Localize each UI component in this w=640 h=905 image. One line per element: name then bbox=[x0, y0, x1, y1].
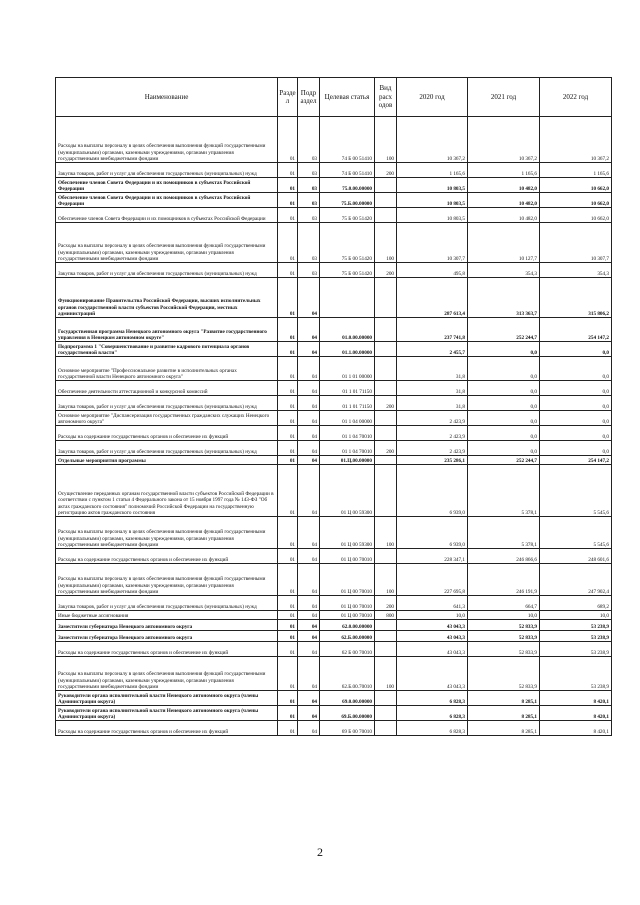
row-razdel: 01 bbox=[278, 396, 298, 411]
row-2022: 8 420,1 bbox=[540, 691, 612, 706]
table-row bbox=[56, 631, 612, 642]
row-vid bbox=[375, 342, 397, 357]
row-2022: 10 367,2 bbox=[540, 117, 612, 163]
row-vid: 100 bbox=[375, 117, 397, 163]
table-row bbox=[56, 263, 612, 278]
table-row bbox=[56, 596, 612, 611]
row-2022: 315 806,2 bbox=[540, 278, 612, 318]
header-razdel: Разде л bbox=[278, 78, 298, 117]
row-name: Расходы на выплаты персоналу в целях обеспечения выполнения функций государственными (муниципальными) органами, казенными учреждениями, органами управления государственными внебюджетными фондами bbox=[56, 517, 278, 549]
row-2021: 0,0 bbox=[468, 441, 540, 456]
table-row bbox=[56, 465, 612, 517]
row-2021: 0,0 bbox=[468, 357, 540, 381]
row-2022: 254 147,2 bbox=[540, 318, 612, 342]
row-2022: 53 238,9 bbox=[540, 631, 612, 642]
table-row bbox=[56, 426, 612, 441]
row-statya: 01 Ц 00 59300 bbox=[320, 517, 375, 549]
row-razdel: 01 bbox=[278, 657, 298, 691]
row-razdel: 01 bbox=[278, 465, 298, 517]
row-statya: 01 1 01 71150 bbox=[320, 381, 375, 396]
table-row bbox=[56, 178, 612, 193]
row-2020: 2 423,9 bbox=[397, 411, 468, 426]
row-2020: 6 939,0 bbox=[397, 517, 468, 549]
table-row bbox=[56, 357, 612, 381]
row-name: Закупка товаров, работ и услуг для обеспечения государственных (муниципальных) нужд bbox=[56, 441, 278, 456]
row-2020: 6 939,0 bbox=[397, 465, 468, 517]
row-statya: 01 1 04 00000 bbox=[320, 411, 375, 426]
row-statya: 01 1 01 00000 bbox=[320, 357, 375, 381]
table-row bbox=[56, 517, 612, 549]
row-2021: 0,0 bbox=[468, 426, 540, 441]
row-2022: 8 420,1 bbox=[540, 706, 612, 721]
row-2022: 53 238,9 bbox=[540, 642, 612, 657]
row-podrazdel: 04 bbox=[298, 318, 320, 342]
row-2022: 0,0 bbox=[540, 411, 612, 426]
row-podrazdel: 04 bbox=[298, 342, 320, 357]
row-2021: 8 285,1 bbox=[468, 706, 540, 721]
row-statya: 75 Б 00 51420 bbox=[320, 223, 375, 263]
header-2021: 2021 год bbox=[468, 78, 540, 117]
row-razdel: 01 bbox=[278, 411, 298, 426]
row-2021: 354,3 bbox=[468, 263, 540, 278]
row-2020: 10 803,5 bbox=[397, 208, 468, 223]
row-name: Основное мероприятие "Диспансеризация государственных гражданских служащих Ненецкого автономного округа" bbox=[56, 411, 278, 426]
row-podrazdel: 03 bbox=[298, 223, 320, 263]
row-vid: 100 bbox=[375, 564, 397, 596]
row-statya: 69 Б 00 70010 bbox=[320, 721, 375, 736]
row-podrazdel: 04 bbox=[298, 517, 320, 549]
row-vid bbox=[375, 193, 397, 208]
row-2021: 10 482,0 bbox=[468, 193, 540, 208]
row-2022: 5 545,6 bbox=[540, 517, 612, 549]
table-row bbox=[56, 549, 612, 564]
row-vid bbox=[375, 620, 397, 631]
row-statya: 62.Б.00.00000 bbox=[320, 631, 375, 642]
row-statya: 01 1 04 70010 bbox=[320, 441, 375, 456]
row-name: Обеспечение членов Совета Федерации и их помощников в субъектах Российской Федерации bbox=[56, 193, 278, 208]
table-row bbox=[56, 441, 612, 456]
row-podrazdel: 04 bbox=[298, 691, 320, 706]
row-razdel: 01 bbox=[278, 278, 298, 318]
row-statya: 01 Ц 00 70010 bbox=[320, 611, 375, 620]
row-2021: 0,0 bbox=[468, 396, 540, 411]
row-name: Подпрограмма 1 "Совершенствование и развитие кадрового потенциала органов государственной власти" bbox=[56, 342, 278, 357]
row-2021: 246 866,6 bbox=[468, 549, 540, 564]
row-2021: 52 833,9 bbox=[468, 657, 540, 691]
row-2020: 6 828,3 bbox=[397, 706, 468, 721]
row-podrazdel: 03 bbox=[298, 208, 320, 223]
table-row bbox=[56, 657, 612, 691]
table-row bbox=[56, 611, 612, 620]
row-2020: 2 455,7 bbox=[397, 342, 468, 357]
row-2022: 10 662,0 bbox=[540, 208, 612, 223]
row-name: Заместители губернатора Ненецкого автономного округа bbox=[56, 620, 278, 631]
row-2020: 10,0 bbox=[397, 611, 468, 620]
row-podrazdel: 03 bbox=[298, 263, 320, 278]
row-razdel: 01 bbox=[278, 342, 298, 357]
table-row bbox=[56, 396, 612, 411]
row-2021: 10 127,7 bbox=[468, 223, 540, 263]
row-statya: 01 1 01 71150 bbox=[320, 396, 375, 411]
row-statya: 75.0.00.00000 bbox=[320, 178, 375, 193]
row-name: Государственная программа Ненецкого автономного округа "Развитие государственного управления в Ненецком автономном округе" bbox=[56, 318, 278, 342]
row-razdel: 01 bbox=[278, 456, 298, 465]
header-vid: Вид расх одов bbox=[375, 78, 397, 117]
row-podrazdel: 04 bbox=[298, 620, 320, 631]
row-2021: 5 378,1 bbox=[468, 517, 540, 549]
row-razdel: 01 bbox=[278, 549, 298, 564]
row-2022: 0,0 bbox=[540, 441, 612, 456]
row-2022: 254 147,2 bbox=[540, 456, 612, 465]
header-podrazdel: Подр аздел bbox=[298, 78, 320, 117]
row-2021: 10 367,2 bbox=[468, 117, 540, 163]
row-2021: 52 833,9 bbox=[468, 642, 540, 657]
row-vid: 200 bbox=[375, 263, 397, 278]
row-vid: 100 bbox=[375, 657, 397, 691]
row-statya: 74 Б 00 51410 bbox=[320, 163, 375, 178]
row-2022: 0,0 bbox=[540, 426, 612, 441]
row-statya: 01.Ц.00.00000 bbox=[320, 456, 375, 465]
row-2021: 10 482,0 bbox=[468, 208, 540, 223]
row-name: Руководители органа исполнительной власти Ненецкого автономного округа (члены Администрации округа) bbox=[56, 691, 278, 706]
row-razdel: 01 bbox=[278, 596, 298, 611]
row-name: Руководители органа исполнительной власти Ненецкого автономного округа (члены Администрации округа) bbox=[56, 706, 278, 721]
row-2021: 313 363,7 bbox=[468, 278, 540, 318]
row-podrazdel: 03 bbox=[298, 163, 320, 178]
row-razdel: 01 bbox=[278, 208, 298, 223]
row-2021: 8 285,1 bbox=[468, 691, 540, 706]
row-podrazdel: 04 bbox=[298, 721, 320, 736]
row-statya: 69.0.00.00000 bbox=[320, 691, 375, 706]
row-vid bbox=[375, 549, 397, 564]
row-name: Расходы на выплаты персоналу в целях обеспечения выполнения функций государственными (муниципальными) органами, казенными учреждениями, органами управления государственными внебюджетными фондами bbox=[56, 657, 278, 691]
table-row bbox=[56, 706, 612, 721]
row-name: Закупка товаров, работ и услуг для обеспечения государственных (муниципальных) нужд bbox=[56, 263, 278, 278]
row-podrazdel: 04 bbox=[298, 456, 320, 465]
row-podrazdel: 04 bbox=[298, 596, 320, 611]
row-2022: 248 601,6 bbox=[540, 549, 612, 564]
row-statya: 62.0.00.00000 bbox=[320, 620, 375, 631]
table-row bbox=[56, 318, 612, 342]
row-podrazdel: 04 bbox=[298, 657, 320, 691]
row-2022: 1 165,6 bbox=[540, 163, 612, 178]
row-razdel: 01 bbox=[278, 163, 298, 178]
row-2020: 6 828,3 bbox=[397, 691, 468, 706]
row-name: Отдельные мероприятия программы bbox=[56, 456, 278, 465]
table-header-row bbox=[56, 78, 612, 117]
row-razdel: 01 bbox=[278, 706, 298, 721]
row-podrazdel: 04 bbox=[298, 549, 320, 564]
row-name: Расходы на содержание государственных органов и обеспечение их функций bbox=[56, 426, 278, 441]
row-2022: 8 420,1 bbox=[540, 721, 612, 736]
row-vid bbox=[375, 642, 397, 657]
header-statya: Целевая статья bbox=[320, 78, 375, 117]
row-2021: 0,0 bbox=[468, 411, 540, 426]
row-statya bbox=[320, 278, 375, 318]
row-2022: 10,0 bbox=[540, 611, 612, 620]
row-podrazdel: 04 bbox=[298, 357, 320, 381]
row-2022: 53 238,9 bbox=[540, 657, 612, 691]
row-2021: 252 244,7 bbox=[468, 456, 540, 465]
row-vid bbox=[375, 178, 397, 193]
row-razdel: 01 bbox=[278, 193, 298, 208]
row-statya: 74 Б 00 51410 bbox=[320, 117, 375, 163]
row-name: Закупка товаров, работ и услуг для обеспечения государственных (муниципальных) нужд bbox=[56, 596, 278, 611]
row-2021: 52 833,9 bbox=[468, 631, 540, 642]
row-2020: 287 613,4 bbox=[397, 278, 468, 318]
table-row bbox=[56, 411, 612, 426]
row-razdel: 01 bbox=[278, 631, 298, 642]
row-name: Основное мероприятие "Профессиональное развитие в исполнительных органах государственной власти Ненецкого автономного округа" bbox=[56, 357, 278, 381]
table-row bbox=[56, 193, 612, 208]
row-2021: 252 244,7 bbox=[468, 318, 540, 342]
row-razdel: 01 bbox=[278, 564, 298, 596]
row-name: Закупка товаров, работ и услуг для обеспечения государственных (муниципальных) нужд bbox=[56, 163, 278, 178]
row-podrazdel: 04 bbox=[298, 642, 320, 657]
row-2020: 228 347,1 bbox=[397, 549, 468, 564]
row-statya: 01 Ц 00 70010 bbox=[320, 596, 375, 611]
row-podrazdel: 03 bbox=[298, 193, 320, 208]
header-name: Наименование bbox=[56, 78, 278, 117]
row-statya: 62 Б 00 70010 bbox=[320, 642, 375, 657]
row-2022: 247 902,4 bbox=[540, 564, 612, 596]
table-row bbox=[56, 564, 612, 596]
row-razdel: 01 bbox=[278, 611, 298, 620]
row-podrazdel: 04 bbox=[298, 441, 320, 456]
row-razdel: 01 bbox=[278, 318, 298, 342]
row-razdel: 01 bbox=[278, 357, 298, 381]
row-name: Обеспечение деятельности аттестационной и конкурсной комиссий bbox=[56, 381, 278, 396]
row-podrazdel: 04 bbox=[298, 706, 320, 721]
budget-table bbox=[55, 77, 612, 736]
row-2020: 43 043,3 bbox=[397, 642, 468, 657]
row-statya: 01 Ц 00 70010 bbox=[320, 564, 375, 596]
row-vid bbox=[375, 381, 397, 396]
header-2022: 2022 год bbox=[540, 78, 612, 117]
row-2020: 1 165,6 bbox=[397, 163, 468, 178]
table-row bbox=[56, 117, 612, 163]
table-row bbox=[56, 381, 612, 396]
row-2021: 10,0 bbox=[468, 611, 540, 620]
row-2020: 10 307,7 bbox=[397, 223, 468, 263]
table-row bbox=[56, 456, 612, 465]
row-razdel: 01 bbox=[278, 223, 298, 263]
row-podrazdel: 03 bbox=[298, 117, 320, 163]
table-row bbox=[56, 721, 612, 736]
row-statya: 75 Б 00 51420 bbox=[320, 208, 375, 223]
row-podrazdel: 03 bbox=[298, 178, 320, 193]
row-razdel: 01 bbox=[278, 441, 298, 456]
row-2021: 1 165,6 bbox=[468, 163, 540, 178]
row-2020: 31,8 bbox=[397, 381, 468, 396]
row-2020: 43 043,3 bbox=[397, 657, 468, 691]
row-razdel: 01 bbox=[278, 381, 298, 396]
row-podrazdel: 04 bbox=[298, 564, 320, 596]
row-name: Расходы на выплаты персоналу в целях обеспечения выполнения функций государственными (муниципальными) органами, казенными учреждениями, органами управления государственными внебюджетными фондами bbox=[56, 564, 278, 596]
row-name: Осуществление переданных органам государственной власти субъектов Российской Федерации в соответствии с пунктом 1 статьи 4 Федерального закона от 15 ноября 1997 года № 143-ФЗ "Об актах гражданского состояния" полномочий Российской Федерации на государственную регистрацию актов гражданского состояния bbox=[56, 465, 278, 517]
row-name: Обеспечение членов Совета Федерации и их помощников в субъектах Российской Федерации bbox=[56, 178, 278, 193]
row-vid: 200 bbox=[375, 441, 397, 456]
row-2020: 31,8 bbox=[397, 357, 468, 381]
row-vid bbox=[375, 278, 397, 318]
row-vid bbox=[375, 456, 397, 465]
row-statya: 01 Ц 00 70010 bbox=[320, 549, 375, 564]
row-podrazdel: 04 bbox=[298, 278, 320, 318]
row-name: Иные бюджетные ассигнования bbox=[56, 611, 278, 620]
row-name: Расходы на выплаты персоналу в целях обеспечения выполнения функций государственными (муниципальными) органами, казенными учреждениями, органами управления государственными внебюджетными фондами bbox=[56, 223, 278, 263]
row-name: Расходы на содержание государственных органов и обеспечение их функций bbox=[56, 721, 278, 736]
row-2020: 10 803,5 bbox=[397, 193, 468, 208]
row-razdel: 01 bbox=[278, 117, 298, 163]
row-podrazdel: 04 bbox=[298, 381, 320, 396]
row-2022: 10 662,0 bbox=[540, 178, 612, 193]
row-razdel: 01 bbox=[278, 263, 298, 278]
row-2020: 10 367,2 bbox=[397, 117, 468, 163]
row-razdel: 01 bbox=[278, 426, 298, 441]
row-2022: 354,3 bbox=[540, 263, 612, 278]
budget-table-sheet bbox=[55, 77, 611, 736]
row-vid: 200 bbox=[375, 396, 397, 411]
row-2022: 0,0 bbox=[540, 357, 612, 381]
row-podrazdel: 04 bbox=[298, 465, 320, 517]
row-statya: 62.Б.00.70010 bbox=[320, 657, 375, 691]
row-statya: 01.0.00.00000 bbox=[320, 318, 375, 342]
table-row bbox=[56, 163, 612, 178]
row-name: Заместители губернатора Ненецкого автономного округа bbox=[56, 631, 278, 642]
row-vid: 100 bbox=[375, 223, 397, 263]
row-2022: 53 238,9 bbox=[540, 620, 612, 631]
row-razdel: 01 bbox=[278, 517, 298, 549]
row-2020: 2 423,9 bbox=[397, 426, 468, 441]
row-razdel: 01 bbox=[278, 691, 298, 706]
row-2020: 31,8 bbox=[397, 396, 468, 411]
row-statya: 75.Б.00.00000 bbox=[320, 193, 375, 208]
table-row bbox=[56, 691, 612, 706]
row-statya: 01 Ц 00 59300 bbox=[320, 465, 375, 517]
table-row bbox=[56, 642, 612, 657]
row-razdel: 01 bbox=[278, 642, 298, 657]
row-2020: 641,3 bbox=[397, 596, 468, 611]
row-2021: 10 482,0 bbox=[468, 178, 540, 193]
row-razdel: 01 bbox=[278, 721, 298, 736]
row-2020: 237 741,8 bbox=[397, 318, 468, 342]
row-2022: 10 662,0 bbox=[540, 193, 612, 208]
row-2020: 43 043,3 bbox=[397, 631, 468, 642]
row-vid bbox=[375, 465, 397, 517]
row-2021: 0,0 bbox=[468, 381, 540, 396]
row-podrazdel: 04 bbox=[298, 426, 320, 441]
row-vid bbox=[375, 426, 397, 441]
row-2020: 10 803,5 bbox=[397, 178, 468, 193]
row-2022: 0,0 bbox=[540, 381, 612, 396]
row-vid bbox=[375, 721, 397, 736]
table-row bbox=[56, 223, 612, 263]
row-name: Расходы на содержание государственных органов и обеспечение их функций bbox=[56, 549, 278, 564]
row-name: Функционирование Правительства Российской Федерации, высших исполнительных органов государственной власти субъектов Российской Федерации, местных администраций bbox=[56, 278, 278, 318]
row-2022: 0,0 bbox=[540, 342, 612, 357]
row-2021: 0,0 bbox=[468, 342, 540, 357]
row-2021: 8 285,1 bbox=[468, 721, 540, 736]
table-row bbox=[56, 278, 612, 318]
row-vid bbox=[375, 691, 397, 706]
row-2020: 43 043,3 bbox=[397, 620, 468, 631]
row-2022: 0,0 bbox=[540, 396, 612, 411]
row-2021: 246 191,9 bbox=[468, 564, 540, 596]
row-vid bbox=[375, 318, 397, 342]
row-podrazdel: 04 bbox=[298, 396, 320, 411]
row-2020: 495,8 bbox=[397, 263, 468, 278]
row-vid: 100 bbox=[375, 517, 397, 549]
table-row bbox=[56, 208, 612, 223]
row-razdel: 01 bbox=[278, 620, 298, 631]
row-statya: 75 Б 00 51420 bbox=[320, 263, 375, 278]
row-2022: 5 545,6 bbox=[540, 465, 612, 517]
row-vid: 800 bbox=[375, 611, 397, 620]
row-2021: 664,7 bbox=[468, 596, 540, 611]
row-2020: 235 286,1 bbox=[397, 456, 468, 465]
row-2020: 2 423,9 bbox=[397, 441, 468, 456]
row-2021: 5 378,1 bbox=[468, 465, 540, 517]
row-statya: 69.Б.00.00000 bbox=[320, 706, 375, 721]
row-razdel: 01 bbox=[278, 178, 298, 193]
row-2020: 6 828,3 bbox=[397, 721, 468, 736]
row-vid bbox=[375, 706, 397, 721]
row-podrazdel: 04 bbox=[298, 411, 320, 426]
row-vid: 200 bbox=[375, 596, 397, 611]
row-vid bbox=[375, 208, 397, 223]
row-podrazdel: 04 bbox=[298, 611, 320, 620]
header-2020: 2020 год bbox=[397, 78, 468, 117]
row-vid: 200 bbox=[375, 163, 397, 178]
row-2022: 689,2 bbox=[540, 596, 612, 611]
row-vid bbox=[375, 631, 397, 642]
row-name: Закупка товаров, работ и услуг для обеспечения государственных (муниципальных) нужд bbox=[56, 396, 278, 411]
row-name: Расходы на содержание государственных органов и обеспечение их функций bbox=[56, 642, 278, 657]
row-statya: 01 1 04 70010 bbox=[320, 426, 375, 441]
row-statya: 01.1.00.00000 bbox=[320, 342, 375, 357]
page-number: 2 bbox=[317, 845, 323, 859]
row-2021: 52 833,9 bbox=[468, 620, 540, 631]
row-vid bbox=[375, 411, 397, 426]
row-2020: 227 695,8 bbox=[397, 564, 468, 596]
row-podrazdel: 04 bbox=[298, 631, 320, 642]
row-vid bbox=[375, 357, 397, 381]
row-name: Обеспечение членов Совета Федерации и их помощников в субъектах Российской Федерации bbox=[56, 208, 278, 223]
row-2022: 10 307,7 bbox=[540, 223, 612, 263]
row-name: Расходы на выплаты персоналу в целях обеспечения выполнения функций государственными (муниципальными) органами, казенными учреждениями, органами управления государственными внебюджетными фондами bbox=[56, 117, 278, 163]
table-row bbox=[56, 342, 612, 357]
table-row bbox=[56, 620, 612, 631]
